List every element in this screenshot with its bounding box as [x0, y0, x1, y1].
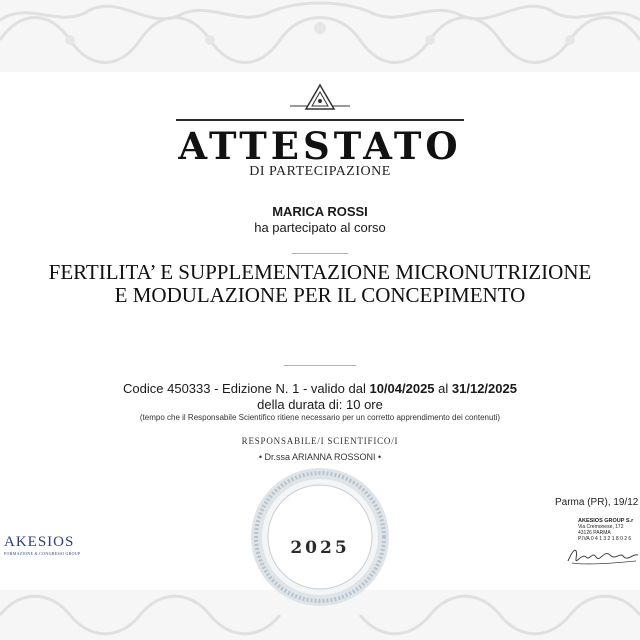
responsible-name: • Dr.ssa ARIANNA ROSSONI • [258, 452, 382, 462]
page-title: ATTESTATO [178, 124, 462, 168]
valid-from-date: 10/04/2025 [369, 381, 435, 396]
seal-year: 2025 [290, 538, 350, 558]
course-code-line [0, 381, 640, 396]
course-title-line-2: E MODULAZIONE PER IL CONCEPIMENTO [114, 283, 526, 307]
page-subtitle: DI PARTECIPAZIONE [249, 164, 391, 179]
crest-icon [290, 82, 350, 112]
company-city: 43126 PARMA [578, 530, 611, 536]
valid-to-date: 31/12/2025 [451, 381, 517, 396]
top-ornament [0, 0, 640, 72]
participant-name: MARICA ROSSI [272, 204, 368, 219]
divider-upper [292, 253, 348, 254]
seal-icon [250, 467, 390, 607]
company-address: Via Cremonese, 172 [578, 524, 624, 530]
logo-tagline: FORMAZIONE & CONGRESSI GROUP [4, 551, 81, 556]
logo-name: AKESIOS [4, 534, 75, 550]
course-code-middle: al [434, 381, 452, 396]
responsible-label: RESPONSABILE/I SCIENTIFICO/I [241, 436, 399, 446]
company-name: AKESIOS GROUP S.r [578, 518, 634, 524]
course-code-prefix: Codice 450333 - Edizione N. 1 - valido dal [123, 381, 370, 396]
course-title [0, 261, 640, 307]
company-stamp [578, 518, 633, 542]
akesios-logo [0, 534, 112, 562]
company-vat: P.IVA 0 4 1 3 2 1 8 0 2 6 [578, 536, 632, 542]
title-rule [176, 119, 464, 121]
duration-note: (tempo che il Responsabile Scientifico ritiene necessario per un corretto apprendimento dei contenuti) [139, 413, 501, 422]
duration-text: della durata di: 10 ore [257, 397, 383, 412]
place-date: Parma (PR), 19/12 [555, 497, 639, 508]
course-title-line-1: FERTILITA’ E SUPPLEMENTAZIONE MICRONUTRIZIONE [48, 260, 592, 284]
participated-text: ha partecipato al corso [254, 220, 386, 235]
divider-lower [284, 365, 356, 366]
signature [566, 543, 640, 567]
